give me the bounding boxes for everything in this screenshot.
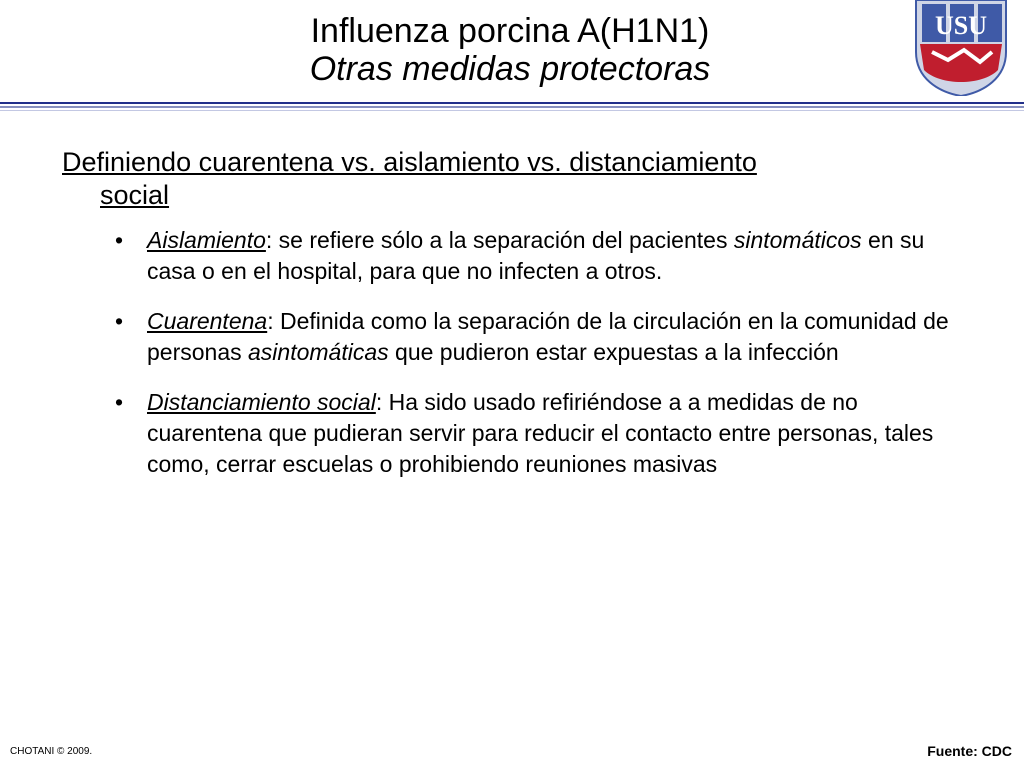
emphasis-text: asintomáticas (248, 339, 389, 365)
source-text: Fuente: CDC (927, 743, 1012, 759)
title-line-1: Influenza porcina A(H1N1) (310, 12, 710, 50)
list-item (112, 387, 962, 480)
definition-text: : se refiere sólo a la separación del pacientes (265, 227, 734, 253)
header-rule-dark (0, 102, 1024, 104)
title-line-2: Otras medidas protectoras (309, 50, 711, 88)
header-rule-mid (0, 106, 1024, 108)
definition-text: que pudieron estar expuestas a la infección (388, 339, 839, 365)
list-item (112, 225, 962, 287)
section-heading-line-1: Definiendo cuarentena vs. aislamiento vs. distanciamiento (62, 147, 757, 177)
definition-text: : Ha sido usado refiriéndose a a medidas de no cuarentena que pudieran servir para reducir el contacto entre personas, tales como, cerrar escuelas o prohibiendo reuniones masivas (147, 389, 934, 477)
term-aislamiento: Aislamiento (147, 227, 266, 253)
list-item (112, 306, 962, 368)
logo-text: USU (934, 11, 988, 40)
bullet-icon: • (115, 227, 124, 253)
bullet-icon: • (115, 308, 124, 334)
definition-text: en su casa o en el hospital, para que no infecten a otros. (147, 227, 925, 284)
bullet-icon: • (115, 389, 124, 415)
copyright-text: CHOTANI © 2009. (10, 746, 93, 757)
section-heading (62, 146, 962, 212)
definition-text: : Definida como la separación de la circulación en la comunidad de personas (147, 308, 949, 365)
section-heading-line-2: social (100, 180, 170, 210)
definitions-list (112, 225, 962, 499)
university-shield-logo (912, 0, 1010, 96)
term-cuarentena: Cuarentena (147, 308, 268, 334)
emphasis-text: sintomáticos (733, 227, 862, 253)
header-rule-light (0, 110, 1024, 111)
term-distanciamiento-social: Distanciamiento social (147, 389, 376, 415)
slide-title (200, 12, 820, 88)
